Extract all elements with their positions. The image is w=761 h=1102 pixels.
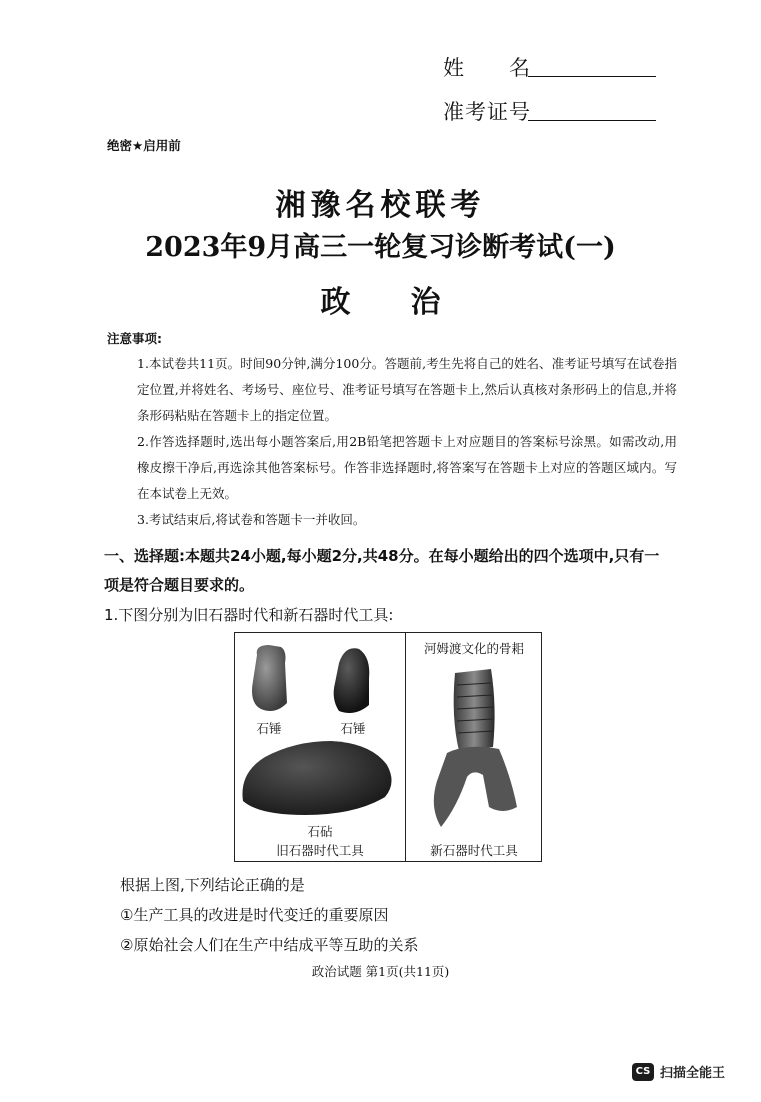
notice-heading: 注意事项: [107,331,162,346]
option-1: ①生产工具的改进是时代变迁的重要原因 [120,906,389,924]
stone-hammer-2 [334,648,370,713]
stem-text: 根据上图,下列结论正确的是 [120,876,305,894]
exam-subtitle: 2023年9月高三一轮复习诊断考试(一) [145,232,616,263]
option-2: ②原始社会人们在生产中结成平等互助的关系 [120,936,419,954]
caption-stone-hammer: 石锤 [340,721,366,736]
page-footer: 政治试题 第1页(共11页) [311,964,450,979]
scanner-badge [632,1062,725,1081]
stone-anvil [242,741,391,815]
scanner-label: 扫描全能王 [660,1066,726,1081]
notice-list [137,351,677,533]
name-label: 姓 名 [443,56,531,80]
figure-divider [405,633,406,861]
bone-spade-image [407,657,541,837]
subject-title: 政 治 [320,285,441,320]
caption-stone-anvil: 石砧 [307,824,333,839]
question-prompt: 1.下图分别为旧石器时代和新石器时代工具: [104,606,394,624]
notice-item: 2.作答选择题时,选出每小题答案后,用2B铅笔把答题卡上对应题目的答案标号涂黑。如需改动,用橡皮擦干净后,再选涂其他答案标号。作答非选择题时,将答案写在答题卡上对应的答题区域内。写在本试卷上无效。 [137,434,677,501]
camscanner-logo-icon: CS [632,1063,654,1081]
question-stem [120,870,418,960]
exam-id-line [528,120,656,121]
stone-hammer-1 [252,645,287,711]
section-text: 一、选择题:本题共24小题,每小题2分,共48分。在每小题给出的四个选项中,只有一项是符合题目要求的。 [104,547,660,594]
caption-bone-spade-title: 河姆渡文化的骨耜 [423,641,524,656]
secret-mark: 绝密★启用前 [107,138,181,153]
caption-stone-hammer: 石锤 [256,721,282,736]
section-heading [104,542,664,600]
bone-spade-blade [434,747,517,827]
notice-item: 1.本试卷共11页。时间90分钟,满分100分。答题前,考生先将自己的姓名、准考证号填写在试卷指定位置,并将姓名、考场号、座位号、准考证号填写在答题卡上,然后认真核对条形码上的信息,并将条形码粘贴在答题卡上的指定位置。 [137,356,677,423]
bone-spade-handle [454,669,495,751]
caption-paleolithic: 旧石器时代工具 [276,843,364,858]
name-line [528,76,656,77]
exam-id-label: 准考证号 [443,100,531,124]
tools-figure [234,632,542,862]
exam-title: 湘豫名校联考 [275,188,486,223]
caption-neolithic: 新石器时代工具 [430,843,518,858]
notice-item: 3.考试结束后,将试卷和答题卡一并收回。 [137,512,366,527]
